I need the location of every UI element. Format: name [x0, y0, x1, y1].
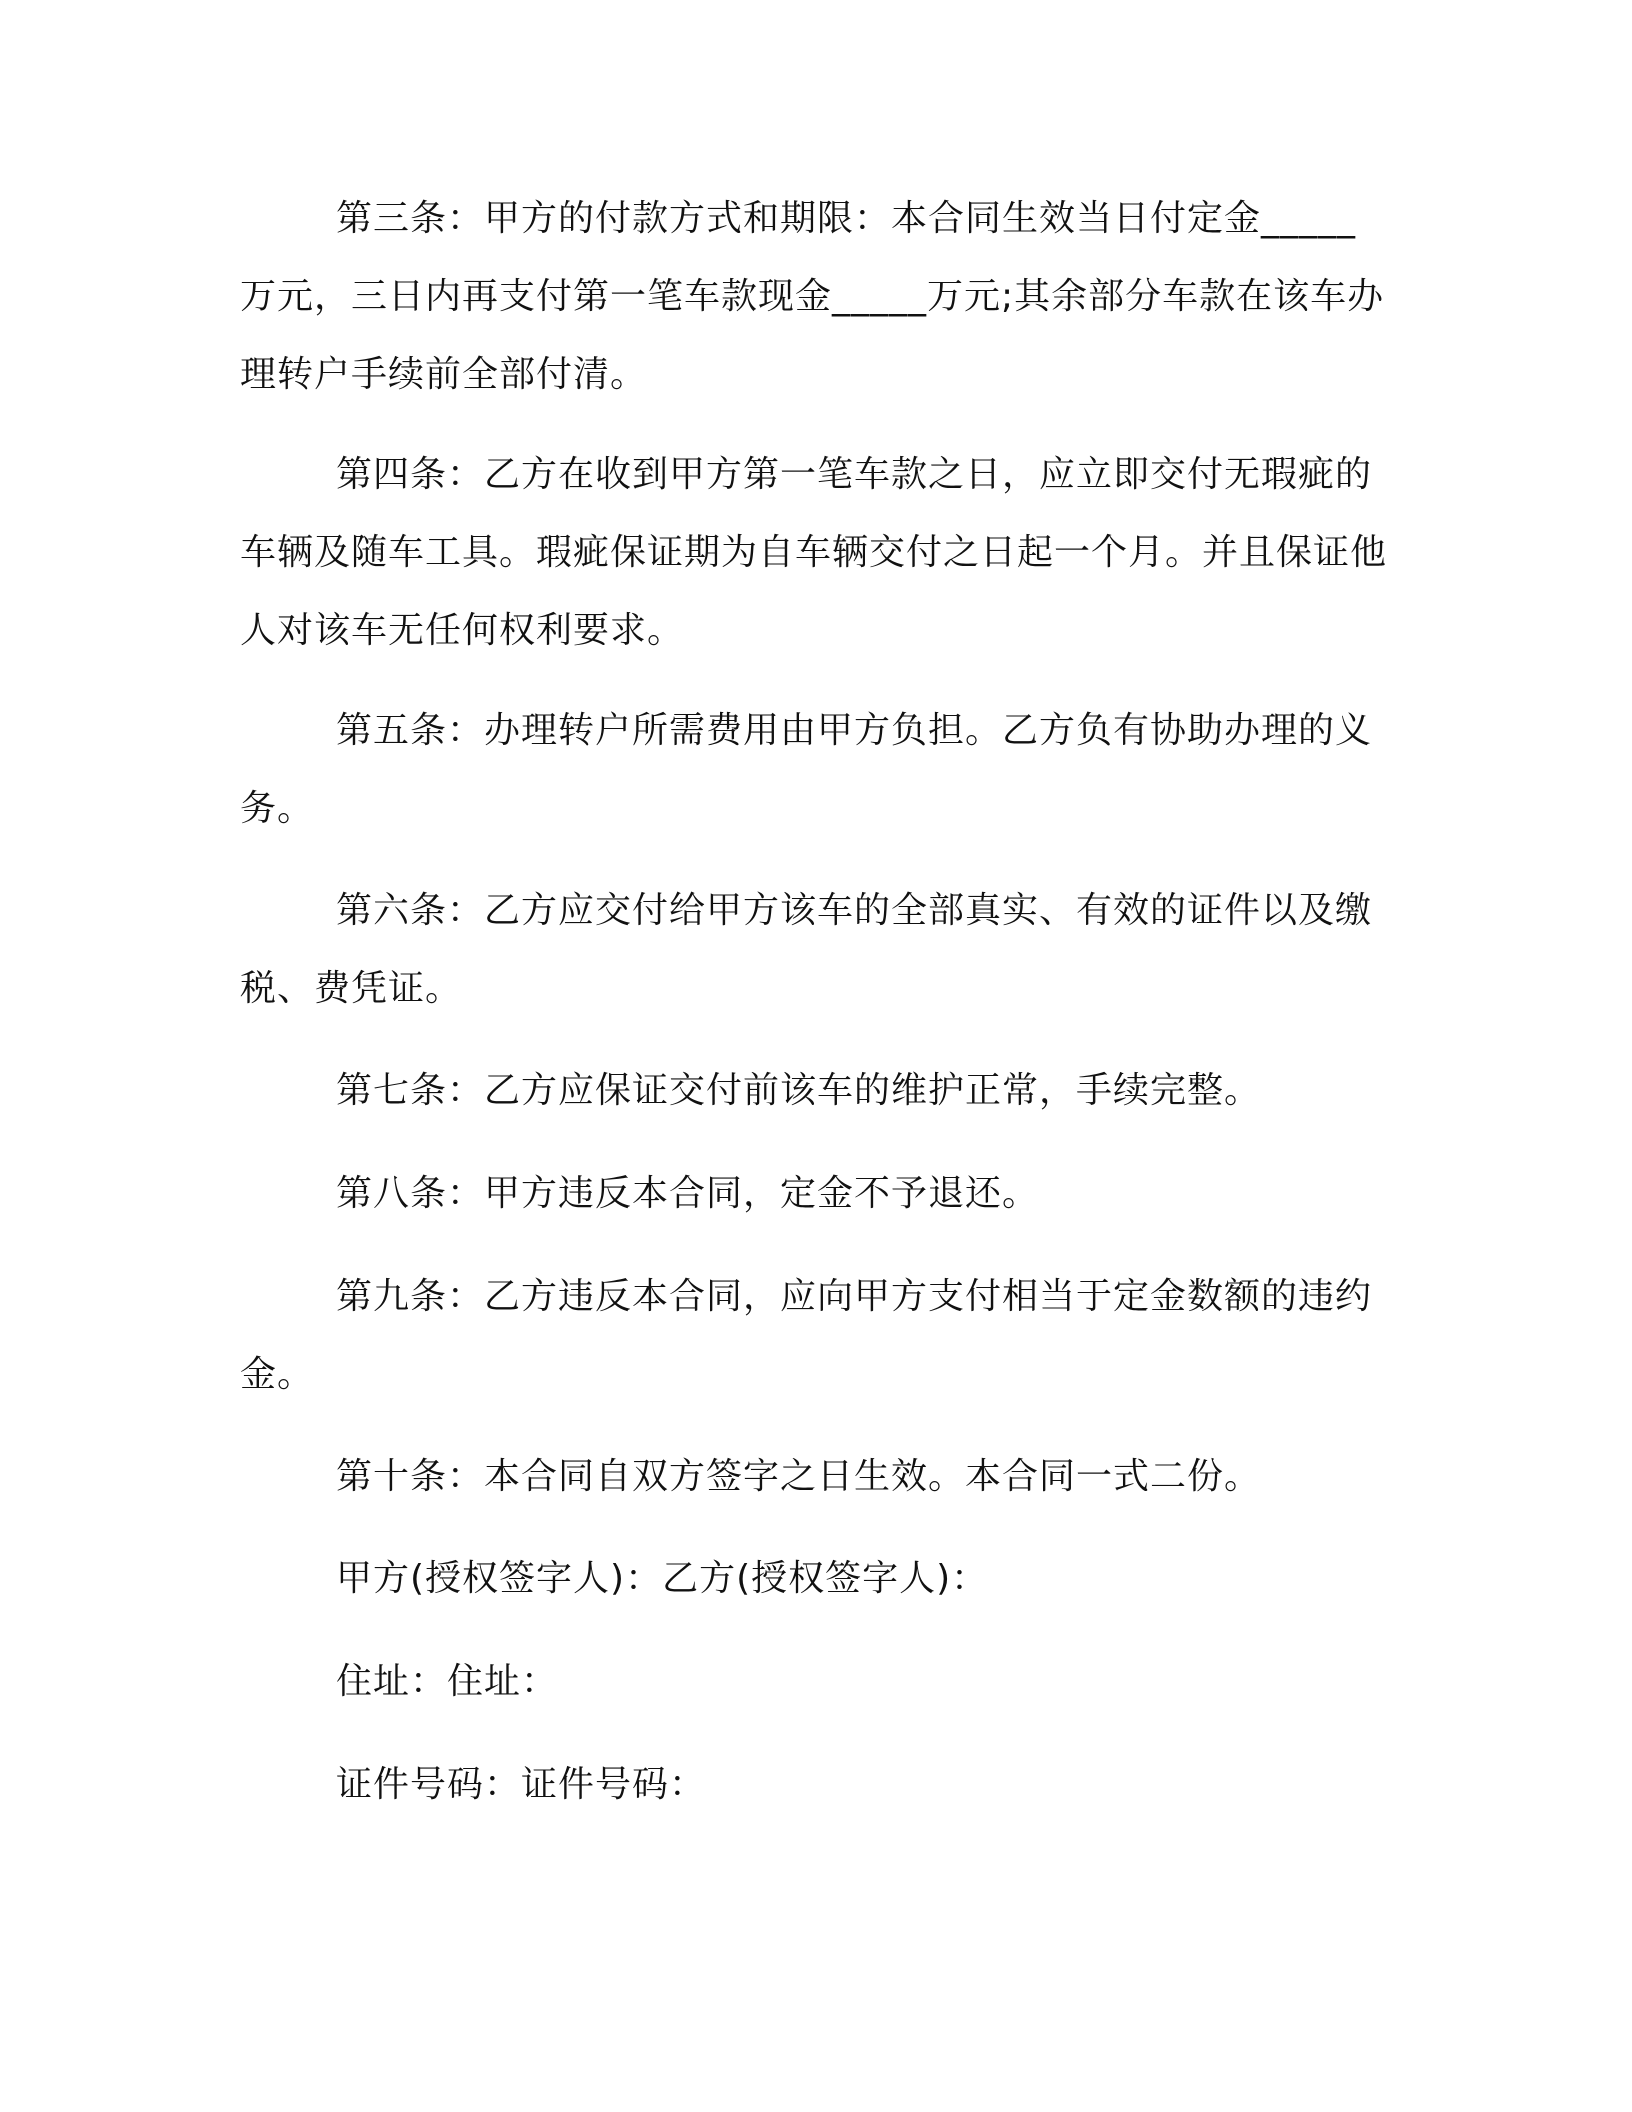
article-3: 第三条：甲方的付款方式和期限：本合同生效当日付定金_____万元，三日内再支付第一笔车款现金_____万元;其余部分车款在该车办理转户手续前全部付清。 [240, 198, 1385, 395]
address-line: 住址：住址： [336, 1661, 559, 1702]
id-number-line: 证件号码：证件号码： [336, 1764, 707, 1805]
article-7: 第七条：乙方应保证交付前该车的维护正常，手续完整。 [336, 1070, 1262, 1111]
article-5: 第五条：办理转户所需费用由甲方负担。乙方负有协助办理的义务。 [240, 710, 1373, 829]
article-4: 第四条：乙方在收到甲方第一笔车款之日，应立即交付无瑕疵的车辆及随车工具。瑕疵保证期为自车辆交付之日起一个月。并且保证他人对该车无任何权利要求。 [240, 454, 1388, 651]
article-10: 第十条：本合同自双方签字之日生效。本合同一式二份。 [336, 1456, 1262, 1497]
article-6: 第六条：乙方应交付给甲方该车的全部真实、有效的证件以及缴税、费凭证。 [240, 890, 1373, 1009]
signatory-line: 甲方(授权签字人)：乙方(授权签字人)： [336, 1558, 989, 1599]
article-9: 第九条：乙方违反本合同，应向甲方支付相当于定金数额的违约金。 [240, 1276, 1373, 1395]
article-8: 第八条：甲方违反本合同，定金不予退还。 [336, 1173, 1040, 1214]
